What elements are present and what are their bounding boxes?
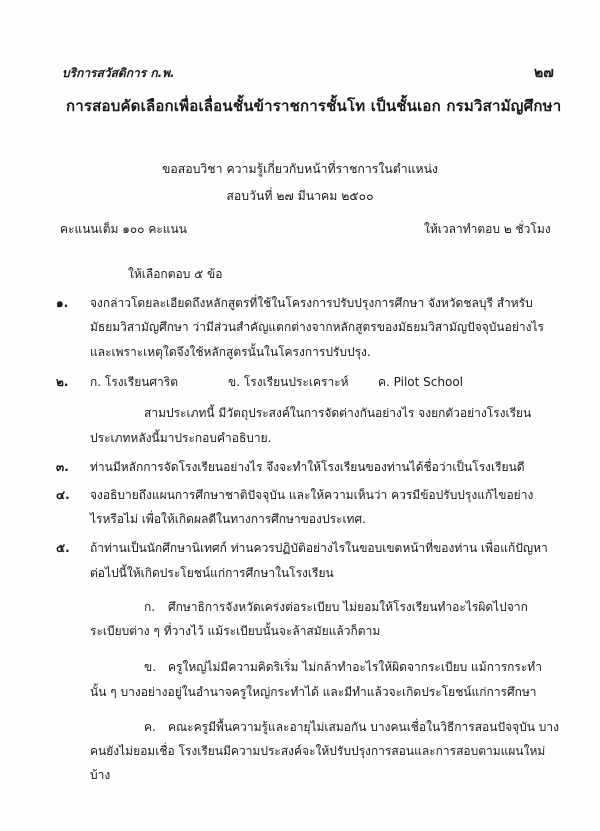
sub-question-label: ก. [144, 600, 156, 614]
question-line: ท่านมีหลักการจัดโรงเรียนอย่างไร จึงจะทำให้โรงเรียนของท่านได้ชื่อว่าเป็นโรงเรียนดี [90, 460, 525, 474]
question-number: ๒. [56, 375, 69, 389]
sub-question-line: ครูใหญ่ไม่มีความคิดริเริ่ม ไม่กล้าทำอะไรให้ผิดจากระเบียบ แม้การกระทำ [168, 660, 542, 674]
page-number: ๒๗ [534, 65, 554, 81]
question-number: ๑. [56, 296, 69, 310]
exam-date: สอบวันที่ ๒๗ มีนาคม ๒๕๐๐ [226, 189, 374, 203]
question-number: ๔. [56, 488, 70, 502]
instruction: ให้เลือกตอบ ๕ ข้อ [128, 267, 223, 281]
sub-question-line: คณะครูมีพื้นความรู้และอายุไม่เสมอกัน บางคนเชื่อในวิธีการสอนปัจจุบัน บาง [168, 720, 559, 734]
question-line: จงอธิบายถึงแผนการศึกษาชาติปัจจุบัน และให้ความเห็นว่า ควรมีข้อปรับปรุงแก้ไขอย่าง [90, 488, 534, 502]
time-allowed: ให้เวลาทำตอบ ๒ ชั่วโมง [424, 222, 551, 236]
sub-question-line: คนยังไม่ยอมเชื่อ โรงเรียนมีความประสงค์จะให้ปรับปรุงการสอนและการสอบตามแผนใหม่ [90, 744, 546, 758]
question-line: จงกล่าวโดยละเอียดถึงหลักสูตรที่ใช้ในโครงการปรับปรุงการศึกษา จังหวัดชลบุรี สำหรับ [90, 296, 533, 310]
question-option: ค. Pilot School [378, 375, 463, 389]
full-score: คะแนนเต็ม ๑๐๐ คะแนน [60, 222, 187, 236]
sub-question-line: ศึกษาธิการจังหวัดเคร่งต่อระเบียบ ไม่ยอมให้โรงเรียนทำอะไรผิดไปจาก [168, 600, 528, 614]
sub-question-label: ข. [144, 660, 157, 674]
exam-subject: ขอสอบวิชา ความรู้เกี่ยวกับหน้าที่ราชการในตำแหน่ง [161, 162, 439, 176]
question-line: ไรหรือไม่ เพื่อให้เกิดผลดีในทางการศึกษาของประเทศ. [90, 512, 366, 526]
sub-question-line: นั้น ๆ บางอย่างอยู่ในอำนาจครูใหญ่กระทำได้ และมีทำแล้วจะเกิดประโยชน์แก่การศึกษา [90, 685, 537, 699]
sub-question-line: บ้าง [90, 768, 111, 782]
sub-question-line: ระเบียบต่าง ๆ ที่วางไว้ แม้ระเบียบนั้นจะล้าสมัยแล้วก็ตาม [90, 624, 381, 638]
question-line: สามประเภทนี้ มีวัตถุประสงค์ในการจัดต่างกันอย่างไร จงยกตัวอย่างโรงเรียน [144, 406, 532, 420]
question-number: ๓. [56, 460, 69, 474]
question-option: ข. โรงเรียนประเคราะห์ [228, 375, 349, 389]
question-line: ประเภทหลังนี้มาประกอบคำอธิบาย. [90, 431, 272, 445]
question-option: ก. โรงเรียนศาริต [90, 375, 179, 389]
question-number: ๕. [56, 541, 70, 555]
question-line: ถ้าท่านเป็นนักศึกษานิเทศก์ ท่านควรปฏิบัติอย่างไรในขอบเขตหน้าที่ของท่าน เพื่อแก้ปัญหา [90, 541, 548, 555]
header-service-label: บริการสวัสดิการ ก.พ. [62, 66, 175, 80]
sub-question-label: ค. [144, 720, 156, 734]
question-line: ต่อไปนี้ให้เกิดประโยชน์แก่การศึกษาในโรงเรียน [90, 566, 334, 580]
question-line: และเพราะเหตุใดจึงใช้หลักสูตรนั้นในโครงการปรับปรุง. [90, 345, 371, 359]
exam-title: การสอบคัดเลือกเพื่อเลื่อนชั้นข้าราชการชั้นโท เป็นชั้นเอก กรมวิสามัญศึกษา [66, 97, 562, 115]
question-line: มัธยมวิสามัญศึกษา ว่ามีส่วนสำคัญแตกต่างจากหลักสูตรของมัธยมวิสามัญปัจจุบันอย่างไร [90, 320, 544, 334]
